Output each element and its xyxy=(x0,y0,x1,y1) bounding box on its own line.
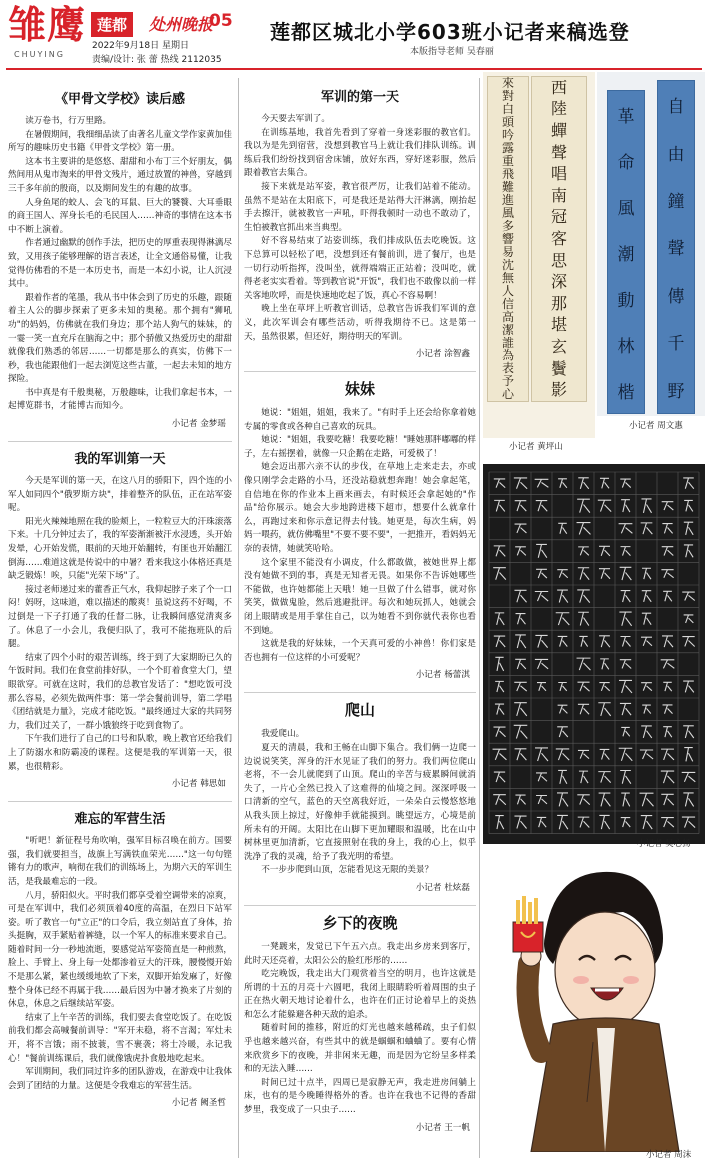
brush-mark xyxy=(495,613,504,625)
brush-mark xyxy=(684,500,693,511)
brush-mark xyxy=(557,727,568,737)
calligraphy-char: 予 xyxy=(501,374,514,389)
calligraphy-grid-artwork xyxy=(483,464,705,844)
section-divider xyxy=(244,692,476,693)
paragraph: 人身鱼尾的蛟人、会飞的耳鼠、巨大的饕餮、大耳垂眼的商王国人、浑身长毛的毛民国人……神奇的事情在这本书中不断上演着。 xyxy=(8,197,232,235)
calligraphy-char: 鐘 xyxy=(667,192,685,213)
calligraphy-scroll-blue xyxy=(607,90,645,414)
calligraphy-char: 風 xyxy=(617,198,635,219)
brush-mark xyxy=(682,772,696,781)
paragraph: 读万卷书，行万里路。 xyxy=(25,116,112,126)
calligraphy-char: 野 xyxy=(667,381,685,402)
brush-mark xyxy=(683,681,694,692)
brush-mark xyxy=(577,590,590,603)
paragraph: 晚上坐在草坪上听教官训话，总教官告诉我们军训的意义，此次军训会有哪些活动，听得我期待不已。这是第一天，虽然很累，但还好，期待明天的军训。 xyxy=(244,304,476,342)
artwork-caption: 小记者 吴心扬 xyxy=(637,839,691,849)
column-divider xyxy=(479,78,480,1158)
paragraph: 在训练基地，我首先看到了穿着一身迷彩服的教官们。我以为是先到宿营，没想到教官马上就让我们排队训练。训练后我们纷纷找到宿舍床铺，放好东西，穿好迷彩服，然后跟着教官去集合。 xyxy=(244,127,476,179)
paragraph: 结束了上午辛苦的训练，我们要去食堂吃饭了。在吃饭前我们都会高喊餐前训导："军开未稳，将不言渴；军灶未开，将不言饿；雨不披蓑，雪不裹袭；将士冷暖，永记我心！"餐前训练课后，我们就像饿虎扑食般地吃起来。 xyxy=(8,1012,232,1064)
brush-mark xyxy=(493,568,506,580)
brush-mark xyxy=(619,748,633,761)
calligraphy-char: 為 xyxy=(501,348,514,363)
brush-mark xyxy=(578,704,589,714)
brush-mark xyxy=(599,815,609,829)
brush-mark xyxy=(514,478,527,489)
middle-column xyxy=(244,80,476,1133)
brush-mark xyxy=(683,793,693,806)
brush-mark xyxy=(619,612,631,626)
brush-mark xyxy=(663,705,673,714)
brush-mark xyxy=(661,771,674,783)
brush-mark xyxy=(661,570,673,578)
brush-mark xyxy=(684,748,693,762)
masthead-logo: 雏鹰 xyxy=(8,2,87,47)
header-divider xyxy=(6,68,702,70)
brush-mark xyxy=(683,478,694,489)
article-body xyxy=(8,835,232,1093)
brush-mark xyxy=(578,750,589,758)
paragraph: 今天要去军训了。 xyxy=(261,114,330,124)
byline: 小记者 阙圣哲 xyxy=(171,1098,226,1109)
calligraphy-char: 深 xyxy=(550,272,567,292)
article-title: 我的军训第一天 xyxy=(74,452,166,468)
section-divider xyxy=(8,801,232,802)
calligraphy-char: 客 xyxy=(550,228,567,248)
calligraphy-char: 人 xyxy=(501,283,514,298)
brush-mark xyxy=(641,683,652,691)
brush-mark xyxy=(682,817,695,827)
calligraphy-char: 堪 xyxy=(550,315,567,335)
brush-mark xyxy=(661,660,675,669)
brush-mark xyxy=(493,749,507,760)
calligraphy-scroll-right xyxy=(531,76,587,402)
article xyxy=(244,912,476,1133)
brush-mark xyxy=(641,523,653,534)
brush-mark xyxy=(640,793,654,806)
brush-mark xyxy=(514,590,526,602)
calligraphy-char: 誰 xyxy=(501,335,514,350)
brush-mark xyxy=(684,615,694,623)
brush-mark xyxy=(494,636,505,647)
calligraphy-char: 沈 xyxy=(501,257,514,272)
brush-mark xyxy=(662,547,674,556)
calligraphy-char: 聲 xyxy=(550,142,567,162)
calligraphy-scroll-blue xyxy=(657,80,695,414)
scroll-text xyxy=(658,81,694,413)
article-title: 乡下的夜晚 xyxy=(322,913,398,932)
brush-mark xyxy=(515,749,527,760)
paragraph: 下午我们进行了自己的口号和队歌，晚上教官还给我们上了防溺水和防霸凌的课程。这便是我的军训第一天，很累，也很精彩。 xyxy=(8,734,232,772)
paragraph: 在暑假期间，我细细品读了由著名儿童文学作家黄加佳所写的趣味历史书籍《甲骨文学校》第一册。 xyxy=(8,129,232,154)
brush-mark xyxy=(598,500,611,511)
brush-mark xyxy=(663,682,671,691)
calligraphy-char: 由 xyxy=(667,144,685,165)
calligraphy-char: 露 xyxy=(501,141,514,156)
brush-mark xyxy=(578,478,588,489)
article-body xyxy=(8,475,232,774)
brush-mark xyxy=(599,569,610,579)
portrait-drawing xyxy=(483,852,705,1152)
brush-mark xyxy=(683,726,694,738)
brush-mark xyxy=(619,524,633,534)
brush-mark xyxy=(642,591,651,602)
calligraphy-char: 飛 xyxy=(501,167,514,182)
calligraphy-char: 多 xyxy=(501,218,514,233)
brush-mark xyxy=(557,590,568,602)
brush-mark xyxy=(495,704,504,715)
calligraphy-char: 重 xyxy=(501,154,514,169)
paragraph: 不一步步爬到山顶，怎能看见这无限的美景？ xyxy=(261,865,434,876)
brush-mark xyxy=(535,635,547,647)
paragraph: 我爱爬山。 xyxy=(261,729,305,740)
brush-mark xyxy=(578,547,589,555)
calligraphy-char: 風 xyxy=(501,206,514,220)
calligraphy-char: 白 xyxy=(501,102,514,117)
left-column xyxy=(8,82,232,1108)
scroll-text xyxy=(532,77,586,401)
brush-mark xyxy=(662,524,672,534)
byline: 小记者 金梦瑶 xyxy=(171,419,226,430)
article-body xyxy=(244,113,476,344)
brush-mark xyxy=(599,636,610,647)
brush-mark xyxy=(494,772,505,782)
paragraph: 八月，骄阳似火。平时我们都享受着空调带来的凉爽，可是在军训中，我们必须顶着40度的高温，在烈日下站军姿。听了教官一句"立正"的口令后，我立刻站直了身体，抬头挺胸，双手紧贴着裤缝，以一个军人的标准来要求自己。随着时间一分一秒地流逝，要感觉站军姿简直是一种煎熬，脸上、手臂上、身上每一处都渗着豆大的汗珠，腰慢慢开始不是那么紧，紧也缓缓地软了下来，双脚开始发麻了，好像整个身体已经不再属于我……最后因为中暑才换来了片刻的休息，休息之后继续站军姿。 xyxy=(8,890,232,1010)
brush-mark xyxy=(494,546,506,556)
brush-mark xyxy=(598,772,610,783)
calligraphy-char: 那 xyxy=(550,293,567,313)
issue-date: 2022年9月18日 星期日 xyxy=(92,41,189,51)
brush-mark xyxy=(535,592,548,602)
brush-mark xyxy=(558,770,567,783)
calligraphy-artwork-1 xyxy=(483,72,595,438)
brush-mark xyxy=(661,794,673,805)
article-title: 《甲骨文学校》读后感 xyxy=(54,92,185,107)
scroll-text xyxy=(608,91,644,413)
paper-name: 处州晚报 xyxy=(149,15,214,34)
calligraphy-char: 影 xyxy=(550,380,567,400)
brush-mark xyxy=(536,773,547,781)
brush-mark xyxy=(516,614,526,625)
brush-mark xyxy=(558,523,567,533)
article-title: 军训的第一天 xyxy=(320,90,399,105)
article-body xyxy=(8,115,232,414)
calligraphy-char: 潔 xyxy=(501,322,514,337)
article xyxy=(244,699,476,893)
calligraphy-artwork-2 xyxy=(597,72,705,416)
page-number: 05 xyxy=(209,11,233,31)
calligraphy-char: 響 xyxy=(501,231,514,246)
article-body xyxy=(244,407,476,665)
brush-mark xyxy=(577,682,589,691)
calligraphy-char: 傳 xyxy=(667,286,685,307)
brush-mark xyxy=(495,681,504,692)
article-body xyxy=(244,941,476,1118)
calligraphy-char: 陸 xyxy=(550,99,567,119)
brush-mark xyxy=(578,817,590,827)
brush-mark xyxy=(663,591,672,601)
brush-mark xyxy=(494,479,505,488)
calligraphy-char: 易 xyxy=(501,244,514,259)
paragraph: 时间已过十点半，四周已是寂静无声，我走进房间躺上床，也有的是今晚睡得格外的香。也许在我也不记得的香甜梦里，我变成了一只虫子…… xyxy=(244,1077,476,1116)
brush-mark xyxy=(642,705,651,714)
brush-mark xyxy=(558,705,568,713)
brush-mark xyxy=(621,793,630,806)
brush-mark xyxy=(495,816,503,830)
portrait-illustration xyxy=(483,852,705,1152)
brush-mark xyxy=(536,569,547,578)
paragraph: 结束了四个小时的艰苦训练，终于到了大家期盼已久的午饭时间。我们在食堂前排好队，一个个盯着食堂大门，望眼欲穿。可就在这时，我们的总教官发话了："想吃饭可没那么容易，必须先做两件事：第一学会餐前训导，第二学唱《团结就是力量》，完成才能吃饭。"最终通过大家的共同努力，我们过关了，一群小饿狼终于吃到食物了。 xyxy=(8,652,232,731)
brush-mark xyxy=(535,659,548,668)
calligraphy-char: 南 xyxy=(550,185,567,205)
paragraph: 随着时间的推移，附近的灯光也越来越稀疏，虫子们似乎也越来越兴奋，有些其中的就是蝈蝈和蛐蛐了。要有心情来欣赏乡下的夜晚，并非闲来无趣，而是因为它纷呈多样柔和的无法入睡…… xyxy=(244,1023,476,1075)
brush-mark xyxy=(662,502,674,510)
article xyxy=(244,86,476,359)
calligraphy-char: 無 xyxy=(501,270,514,285)
calligraphy-char: 千 xyxy=(667,334,685,355)
calligraphy-char: 對 xyxy=(501,89,514,104)
paragraph: 她说："姐姐，姐姐，我来了。"有时手上还会给你拿着她专属的零食或各种自己喜欢的玩具。 xyxy=(244,408,476,432)
calligraphy-char: 冠 xyxy=(550,207,567,227)
brush-mark xyxy=(515,524,527,533)
scroll-text xyxy=(488,77,528,401)
calligraphy-char: 西 xyxy=(550,77,567,97)
brush-mark xyxy=(662,636,673,647)
brush-mark xyxy=(641,637,652,646)
brush-mark xyxy=(577,523,591,535)
paragraph: 这个家里不能没有小调皮，什么都敢做，被她世界上都没有她做不到的事，真是无知者无畏。如果你不告诉她哪些不能做，也许她都能上天哦！她一旦做了什么错事，就对你笑笑，做做鬼脸，然后逃避批评。每次和她玩抓人，她就会闭上眼睛或是用手掌住自己，以为她看不到你就代表你也看不到她。 xyxy=(244,557,476,636)
brush-mark xyxy=(620,771,631,784)
brush-mark xyxy=(620,636,630,646)
brush-mark xyxy=(577,795,589,805)
artwork-caption: 小记者 黄坪山 xyxy=(509,442,563,452)
brush-mark xyxy=(536,796,547,804)
brush-mark xyxy=(600,659,609,669)
brush-mark xyxy=(493,795,506,805)
paragraph: 她说："姐姐，我要吃糖！我要吃糖！"睡她那胖嘟嘟的样子，左右摇摆着，就像一只企鹅在走路，可爱极了！ xyxy=(244,435,476,459)
paragraph: 吃完晚饭，我走出大门观赏着当空的明月，也许这就是所谓的十五的月亮十六圆吧，我闭上眼睛聆听着周围的虫子正在热火朝天地讨论着什么，也许在们正讨论着早上的炎热和怎么才能躲避各种天敌的追杀。 xyxy=(244,969,476,1020)
calligraphy-char: 難 xyxy=(501,180,514,195)
brush-mark xyxy=(535,479,549,487)
calligraphy-char: 動 xyxy=(617,290,635,311)
brush-mark xyxy=(642,613,651,625)
article xyxy=(244,378,476,680)
brush-mark xyxy=(619,680,632,692)
calligraphy-char: 潮 xyxy=(617,244,635,265)
brush-mark xyxy=(621,500,630,512)
brush-mark xyxy=(577,658,591,670)
paragraph: 跟着作者的笔墨，我从书中体会到了历史的乐趣，跟随着主人公的脚步探索了更多未知的奥秘。那个拥有"狮吼功"的妈妈，仿佛就在我们身边；那个站人狗气的妹妹，的一霎一笑一直充斥在脑海之中；那个骄傲又热爱历史的甜甜就像我们熟悉的邻居……一切都是那么的真实，仿佛下一秒，我也能跟他们一起去浏览这些古董，一起去未知的地方探险。 xyxy=(8,292,232,385)
editor-line: 责编/设计: 张 蕾 热线 2112035 xyxy=(92,55,222,65)
brush-mark xyxy=(599,793,611,806)
brush-mark xyxy=(621,818,630,827)
calligraphy-char: 信 xyxy=(501,296,514,311)
calligraphy-char: 唱 xyxy=(550,164,567,184)
section-divider xyxy=(244,371,476,372)
paragraph: 这本书主要讲的是悠悠、甜甜和小布丁三个好朋友，偶然间用从鬼市淘来的甲骨文残片，通过放置的神兽，穿越到三千多年前的殷商，以及期间发生的有趣的故事。 xyxy=(8,156,232,194)
brush-mark xyxy=(557,793,568,806)
calligraphy-char: 林 xyxy=(617,336,635,357)
brush-mark xyxy=(682,592,695,600)
brush-mark xyxy=(536,501,548,512)
brush-mark xyxy=(684,522,693,535)
brush-mark xyxy=(642,568,651,579)
paragraph: 好不容易结束了站姿训练，我们排成队伍去吃晚饭。这下总算可以轻松了吧，没想到还有餐前训，进了餐厅，也是一切行动听指挥，没叫坐，就得端端正正站着；没叫吃，就得老老实实看着。等到教官说"开饭"，我们也不敢像以前一样关客地吹呼，而是快速地吃起了饭，真心不容易啊！ xyxy=(244,236,476,301)
calligraphy-char: 進 xyxy=(501,193,514,208)
brush-mark xyxy=(640,750,653,759)
byline: 小记者 涂智鑫 xyxy=(415,349,470,360)
calligraphy-char: 表 xyxy=(501,361,514,376)
section-divider xyxy=(8,441,232,442)
brush-mark xyxy=(514,816,526,828)
brush-mark xyxy=(621,591,631,603)
brush-mark xyxy=(515,635,526,648)
calligraphy-char: 心 xyxy=(501,387,514,402)
brush-mark xyxy=(495,657,503,671)
brush-mark xyxy=(537,683,546,691)
paragraph: 书中真是有千般奥秘，万般趣味，让我们拿起书本，一起博览群书，才能博古而知今。 xyxy=(8,387,232,412)
brush-mark xyxy=(579,771,588,783)
calligraphy-char: 高 xyxy=(501,309,514,324)
calligraphy-char: 鬢 xyxy=(550,358,567,378)
brush-mark xyxy=(641,816,652,829)
brush-mark xyxy=(536,544,547,557)
article xyxy=(8,808,232,1108)
brush-mark xyxy=(515,659,526,669)
byline: 小记者 王一帆 xyxy=(415,1122,470,1133)
calligraphy-char: 革 xyxy=(617,106,635,127)
brush-mark xyxy=(599,683,609,691)
brush-mark xyxy=(641,499,651,513)
paragraph: 接下来就是站军姿，教官很严厉，让我们站着不能动。虽然不是站在太阳底下，可是我还是站得大汗淋漓，刚抬起手去擦汗，就被教官一声吼，吓得我顿时一动也不敢动了，生怕被教官抓出来当典型。 xyxy=(244,181,476,233)
paragraph: 阳光火辣辣地照在我的脸颊上，一粒粒豆大的汗珠滚落下来。十几分钟过去了，我的军姿渐渐被汗水浸透，头开始发晕，心开始发慌，眼前的天地开始翻转，有匪也开始翻江倒海……难道这就是传说中的中暑？看来我这小体格还真是缺乏锻炼！唉，只能"光荣下场"了。 xyxy=(8,516,232,582)
brush-mark xyxy=(600,749,610,759)
calligraphy-grid xyxy=(483,464,705,844)
brush-mark xyxy=(535,748,548,761)
brush-mark xyxy=(515,795,525,804)
artwork-caption: 小记者 周沫 xyxy=(646,1150,692,1160)
paragraph: 军训期间，我们同过许多的团队游戏，在游戏中让我体会到了团结的力量。这便是令我难忘的军营生活。 xyxy=(8,1067,232,1091)
brush-mark xyxy=(515,501,527,511)
paragraph: "听吧！新征程号角吹响，强军目标召唤在前方。国要强，我们就要担当，战旗上写满铁血荣光……"这一句句铿锵有力的歌声，响彻在我们的训练场上，为期六天的军训生活，是我最难忘的一段。 xyxy=(8,836,232,887)
paragraph: 今天是军训的第一天，在这八月的骄阳下，四个连的小军人如同四个"俄罗斯方块"，排着整齐的队伍，正在站军姿呢。 xyxy=(8,476,232,514)
article-body xyxy=(244,728,476,878)
channel-badge: 莲都 xyxy=(91,12,133,37)
logo-pinyin: CHUYING xyxy=(14,50,65,59)
brush-mark xyxy=(578,612,589,625)
advisor-line: 本版指导老师 吴春丽 xyxy=(410,47,494,57)
article-title: 妹妹 xyxy=(344,380,375,399)
brush-mark xyxy=(661,818,674,828)
calligraphy-char: 命 xyxy=(617,152,635,173)
brush-mark xyxy=(621,727,630,736)
brush-mark xyxy=(682,637,694,647)
artwork-caption: 小记者 周文惠 xyxy=(629,421,683,431)
calligraphy-char: 頭 xyxy=(501,115,514,130)
brush-mark xyxy=(556,613,570,625)
brush-mark xyxy=(600,478,609,488)
brush-mark xyxy=(537,817,546,827)
article xyxy=(8,88,232,429)
brush-mark xyxy=(557,570,567,578)
calligraphy-char: 蟬 xyxy=(550,120,567,140)
brush-mark xyxy=(493,727,505,737)
brush-mark xyxy=(577,499,590,512)
section-divider xyxy=(244,905,476,906)
brush-mark xyxy=(558,636,568,646)
brush-mark xyxy=(514,703,527,716)
column-divider xyxy=(238,78,239,1158)
brush-mark xyxy=(557,815,568,829)
brush-mark xyxy=(494,500,505,511)
brush-mark xyxy=(599,546,610,556)
calligraphy-char: 思 xyxy=(550,250,567,270)
brush-mark xyxy=(558,479,567,488)
calligraphy-scroll-left xyxy=(487,76,529,402)
brush-mark xyxy=(661,749,674,760)
brush-mark xyxy=(558,682,566,690)
byline: 小记者 杜炫磊 xyxy=(415,882,470,893)
paragraph: 一凳踱来，发觉已下午五六点。我走出乡房来到客厅，此时天还亮着，太阳公公的脸红彤彤的…… xyxy=(244,941,476,966)
page-title: 莲都区城北小学603班小记者来稿选登 xyxy=(270,20,630,44)
article-title: 爬山 xyxy=(344,701,375,720)
brush-mark xyxy=(620,660,631,669)
brush-mark xyxy=(684,545,693,557)
brush-mark xyxy=(620,703,631,715)
brush-mark xyxy=(620,479,630,488)
brush-mark xyxy=(641,726,652,738)
masthead xyxy=(0,0,708,70)
byline: 小记者 韩思如 xyxy=(171,779,226,790)
brush-mark xyxy=(620,567,632,580)
brush-mark xyxy=(515,547,526,556)
brush-mark xyxy=(621,547,631,556)
article-title: 难忘的军营生活 xyxy=(74,812,166,828)
brush-mark xyxy=(514,682,526,691)
brush-mark xyxy=(578,568,589,580)
paragraph: 夏天的清晨，我和王畅在山脚下集合。我们俩一边爬一边说说笑笑，浑身的汗水见证了我们的努力。我们两位爬山老将，不一会儿就爬到了山顶。爬山的辛苦与疲累瞬间就消失了，一片心全然已投入了这难得的仙境之间。深深呼吸一口清新的空气，蓝色的天空离我好近，一朵朵白云慢悠悠地从我头顶上掠过，好像伸手就能摸到。眺望远方，心境是前所未有的开阔。太阳比在山脚下更加耀眼和温暖，比在山中树林里更加清新，它直接照射在我的身上，我的心上，似乎洗净了我的灵魂，给予了我光明的希望。 xyxy=(244,742,476,862)
paragraph: 作者通过幽默的创作手法，把历史的厚重表现得淋漓尽致，又用孩子能够理解的语言表述，让全文通俗易懂，让我觉得仿佛看的不是一本历史书，而是一本幻小说，让人沉浸其中。 xyxy=(8,238,232,290)
calligraphy-char: 自 xyxy=(667,97,685,118)
calligraphy-char: 吟 xyxy=(501,128,514,143)
brush-mark xyxy=(598,703,610,716)
brush-mark xyxy=(579,636,587,646)
byline: 小记者 杨蕾淇 xyxy=(415,670,470,681)
calligraphy-char: 楷 xyxy=(617,382,635,403)
calligraphy-char: 聲 xyxy=(667,239,685,260)
article xyxy=(8,448,232,789)
brush-mark xyxy=(514,725,528,738)
paragraph: 接过老师递过来的藿香正气水，我仰起脖子来了个一口闷！妈呀，这味道，难以描述的酸爽！虽说这药不好喝，不过倒是一下子打通了我的任督二脉，让我瞬间感觉清爽多了。休息了一小会儿，我便归队了，我可不能拖班队的后腿。 xyxy=(8,584,232,650)
brush-mark xyxy=(663,727,672,737)
brush-mark xyxy=(556,749,569,760)
calligraphy-char: 玄 xyxy=(550,336,567,356)
paragraph: 这就是我的好妹妹，一个天真可爱的小神兽！你们家是否也拥有一位这样的小可爱呢？ xyxy=(244,639,476,663)
paragraph: 她会迈出那六亲不认的步伐，在草地上走来走去，亦或像只刚学会走路的小马，还没站稳就想奔跑！她会拿起笔，自信地在你的作业本上画来画去，有时候还会拿起她的"作品"给你展示。她会大步地跨进楼下超市，想要什么就拿什么，再跑过来和你示意记得去付钱。她更是，每次生病，妈妈一喂药，就仿佛嘴里"不要不要不要"，一把推开，看妈妈无奈的表情，她就笑哈哈。 xyxy=(244,462,476,555)
calligraphy-char: 來 xyxy=(501,76,514,91)
